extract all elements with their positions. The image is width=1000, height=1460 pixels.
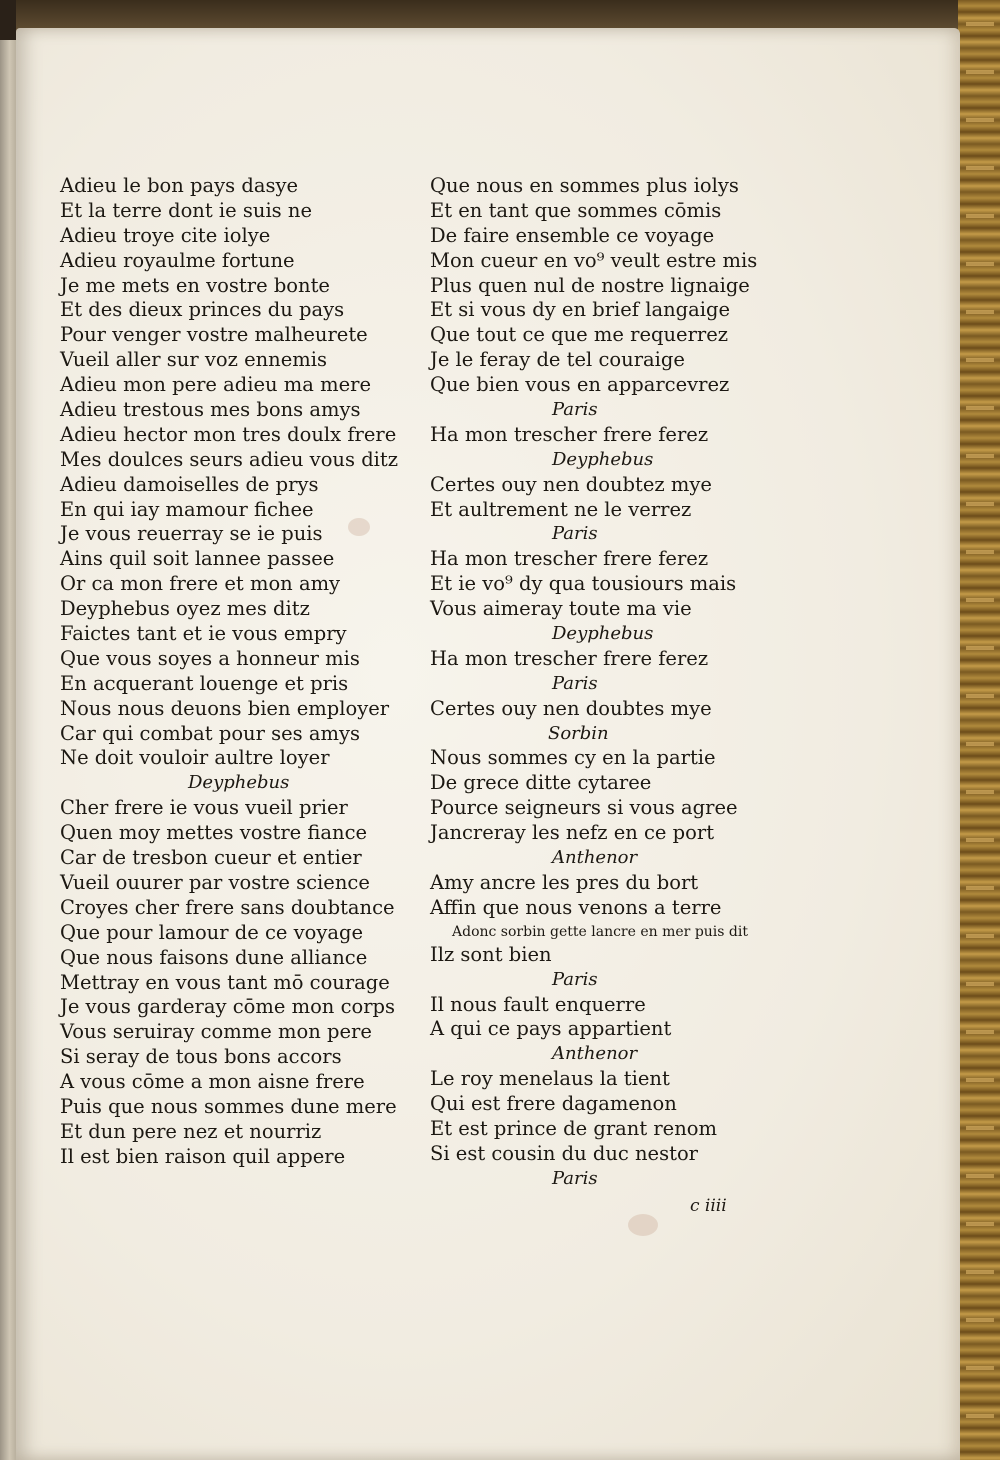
speaker-name: Paris (552, 399, 598, 421)
verse-line: Il est bien raison quil appere (60, 1144, 346, 1168)
verse-line: Ha mon trescher frere ferez (430, 547, 709, 571)
verse-line: Quen moy mettes vostre fiance (60, 821, 368, 845)
verse-line: Vueil aller sur voz ennemis (60, 348, 328, 372)
verse-line: Mettray en vous tant mō courage (60, 970, 390, 994)
signature-mark: c iiii (690, 1196, 727, 1216)
facing-page-edge (0, 40, 16, 1460)
speaker-name: Paris (552, 672, 598, 694)
verse-line: Et si vous dy en brief langaige (430, 298, 731, 322)
verse-line: Car qui combat pour ses amys (60, 721, 361, 745)
verse-line: Ha mon trescher frere ferez (430, 422, 709, 446)
speaker-name: Paris (552, 523, 598, 545)
verse-line: Nous nous deuons bien employer (60, 696, 390, 720)
verse-line: Car de tresbon cueur et entier (60, 846, 362, 870)
verse-line: A qui ce pays appartient (430, 1017, 672, 1041)
verse-line: Vous aimeray toute ma vie (430, 597, 692, 621)
verse-line: Vous seruiray comme mon pere (60, 1020, 372, 1044)
verse-line: Je me mets en vostre bonte (60, 273, 330, 297)
verse-line: Adieu troye cite iolye (60, 223, 271, 247)
verse-line: Adieu damoiselles de prys (60, 472, 319, 496)
verse-line: Mes doulces seurs adieu vous ditz (60, 447, 399, 471)
verse-line: Vueil ouurer par vostre science (60, 870, 370, 894)
verse-line: Et des dieux princes du pays (60, 298, 345, 322)
verse-line: Pour venger vostre malheurete (60, 323, 368, 347)
verse-line: Ilz sont bien (430, 942, 552, 966)
verse-line: Et aultrement ne le verrez (430, 497, 692, 521)
facing-page-show-through (0, 40, 16, 1460)
verse-line: Nous sommes cy en la partie (430, 746, 716, 770)
verse-line: De faire ensemble ce voyage (430, 223, 715, 247)
verse-line: Et est prince de grant renom (430, 1116, 718, 1140)
verse-line: Que bien vous en apparcevrez (430, 373, 730, 397)
verse-line: Adieu royaulme fortune (60, 248, 295, 272)
verse-line: Deyphebus oyez mes ditz (60, 597, 310, 621)
verse-line: Adieu mon pere adieu ma mere (60, 373, 372, 397)
verse-line: Adieu le bon pays dasye (60, 174, 299, 197)
verse-line: Certes ouy nen doubtez mye (430, 472, 712, 496)
verse-line: Que nous en sommes plus iolys (430, 174, 739, 197)
verse-line: De grece ditte cytaree (430, 771, 652, 795)
verse-line: Cher frere ie vous vueil prier (60, 796, 348, 820)
speaker-name: Paris (552, 1167, 598, 1189)
verse-line: Pource seigneurs si vous agree (430, 796, 738, 820)
verse-line: Ains quil soit lannee passee (60, 547, 335, 571)
verse-line: Adieu hector mon tres doulx frere (60, 422, 397, 446)
verse-line: Puis que nous sommes dune mere (60, 1094, 397, 1118)
speaker-name: Anthenor (552, 847, 638, 869)
speaker-name: Paris (552, 968, 598, 990)
binding-ornament (966, 0, 994, 1460)
verse-line: Et dun pere nez et nourriz (60, 1119, 322, 1143)
verse-line: En qui iay mamour fichee (60, 497, 314, 521)
speaker-name: Deyphebus (552, 448, 654, 470)
verse-line: Certes ouy nen doubtes mye (430, 696, 712, 720)
verse-line: Le roy menelaus la tient (430, 1067, 670, 1091)
speaker-name: Anthenor (552, 1043, 638, 1065)
verse-line: Je vous reuerray se ie puis (60, 522, 323, 546)
verse-line: Plus quen nul de nostre lignaige (430, 273, 750, 297)
verse-line: Que nous faisons dune alliance (60, 945, 368, 969)
speaker-name: Sorbin (548, 722, 609, 744)
verse-line: Mon cueur en vo⁹ veult estre mis (430, 248, 758, 272)
verse-line: Que tout ce que me requerrez (430, 323, 729, 347)
verse-line: Je le feray de tel couraige (430, 348, 685, 372)
verse-line: Il nous fault enquerre (430, 992, 646, 1016)
stage-direction: Adonc sorbin gette lancre en mer puis dit (452, 923, 748, 940)
verse-line: A vous cōme a mon aisne frere (60, 1070, 365, 1094)
verse-line: Croyes cher frere sans doubtance (60, 895, 395, 919)
verse-line: Qui est frere dagamenon (430, 1092, 677, 1116)
speaker-name: Deyphebus (552, 623, 654, 645)
speaker-name: Deyphebus (188, 772, 290, 794)
verse-line: Si seray de tous bons accors (60, 1045, 342, 1069)
verse-line: Et en tant que sommes cōmis (430, 198, 722, 222)
verse-line: Ha mon trescher frere ferez (430, 646, 709, 670)
verse-line: Que pour lamour de ce voyage (60, 920, 364, 944)
verse-line: Or ca mon frere et mon amy (60, 572, 341, 596)
verse-line: Faictes tant et ie vous empry (60, 622, 347, 646)
paper-stain (628, 1214, 658, 1236)
verse-line: En acquerant louenge et pris (60, 671, 349, 695)
right-text-column (430, 174, 757, 1192)
verse-line: Si est cousin du duc nestor (430, 1141, 699, 1165)
verse-line: Affin que nous venons a terre (430, 895, 722, 919)
verse-line: Jancreray les nefz en ce port (430, 821, 715, 845)
verse-line: Et la terre dont ie suis ne (60, 198, 312, 222)
left-text-column (60, 174, 398, 1170)
verse-line: Amy ancre les pres du bort (430, 870, 699, 894)
verse-line: Et ie vo⁹ dy qua tousiours mais (430, 572, 737, 596)
gilt-binding-edge (958, 0, 1000, 1460)
verse-line: Ne doit vouloir aultre loyer (60, 746, 330, 770)
verse-line: Adieu trestous mes bons amys (60, 398, 361, 422)
verse-line: Que vous soyes a honneur mis (60, 646, 360, 670)
verse-line: Je vous garderay cōme mon corps (60, 995, 396, 1019)
